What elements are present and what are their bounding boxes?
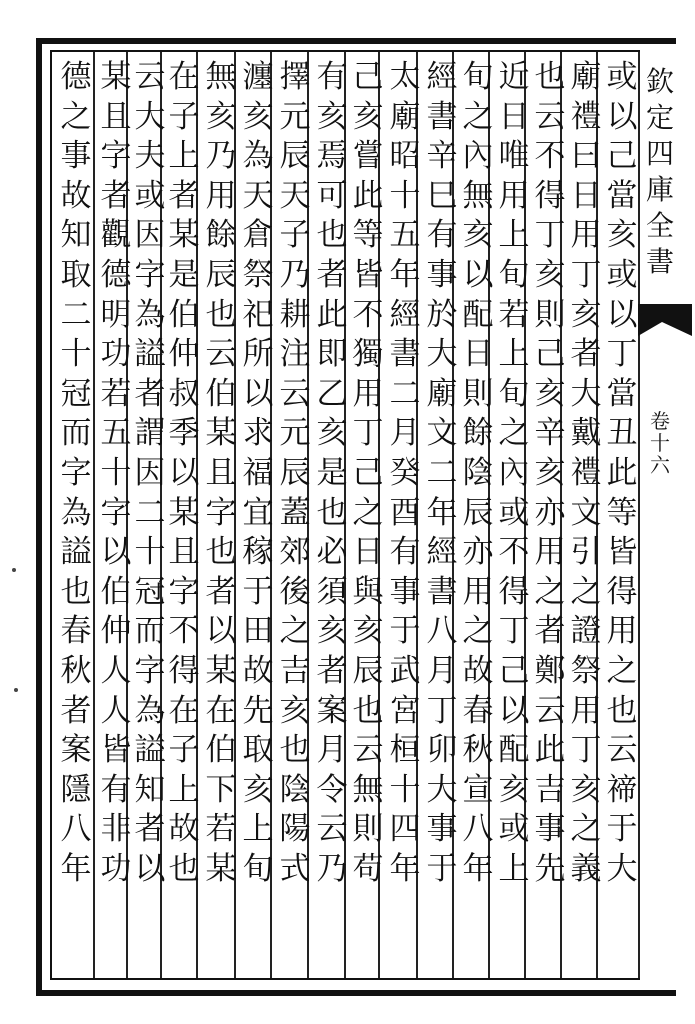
text-column: 云 大 夫 或 因 字 為 謚 者 謂 因 二 十 冠 而 字 為 謚 知 者 以 xyxy=(134,59,166,887)
speck xyxy=(12,568,16,572)
text-column: 經 書 辛 巳 有 事 於 大 廟 文 二 年 經 書 八 月 丁 卯 大 事 于 xyxy=(426,59,458,887)
text-column: 廟 禮 曰 日 用 丁 亥 者 大 戴 禮 文 引 之 證 祭 用 丁 亥 之 義 xyxy=(570,59,602,887)
text-column: 近 日 唯 用 上 旬 若 上 旬 之 內 或 不 得 丁 己 以 配 亥 或 上 xyxy=(498,59,530,887)
fishtail-mark-icon xyxy=(632,300,692,340)
text-column: 某 且 字 者 觀 德 明 功 若 五 十 字 以 伯 仲 人 人 皆 有 非 功 xyxy=(100,59,132,887)
volume-label: 卷 十 六 xyxy=(650,409,670,477)
speck xyxy=(14,688,18,692)
text-column: 或 以 己 當 亥 或 以 丁 當 丑 此 等 皆 得 用 之 也 云 禘 于 大 xyxy=(606,59,638,887)
text-column: 也 云 不 得 丁 亥 則 己 亥 辛 亥 亦 用 之 者 鄭 云 此 吉 事 先 xyxy=(534,59,566,887)
text-column: 己 亥 嘗 此 等 皆 不 獨 用 丁 己 之 日 與 亥 辰 也 云 無 則 苟 xyxy=(352,59,384,887)
text-column: 瀍 亥 為 天 倉 祭 祀 所 以 求 福 宜 稼 于 田 故 先 取 亥 上 旬 xyxy=(242,59,274,887)
text-column: 有 亥 焉 可 也 者 此 即 乙 亥 是 也 必 須 亥 者 案 月 令 云 乃 xyxy=(316,59,348,887)
text-column: 無 亥 乃 用 餘 辰 也 云 伯 某 且 字 也 者 以 某 在 伯 下 若 某 xyxy=(205,59,237,887)
text-column: 旬 之 內 無 亥 以 配 日 則 餘 陰 辰 亦 用 之 故 春 秋 宣 八 年 xyxy=(462,59,494,887)
text-column: 德 之 事 故 知 取 二 十 冠 而 字 為 謚 也 春 秋 者 案 隱 八 年 xyxy=(60,59,92,887)
text-column: 太 廟 昭 十 五 年 經 書 二 月 癸 酉 有 事 于 武 宮 桓 十 四 年 xyxy=(389,59,421,887)
text-column: 在 子 上 者 某 是 伯 仲 叔 季 以 某 且 字 不 得 在 子 上 故 也 xyxy=(168,59,200,887)
spine-title: 欽 定 四 庫 全 書 xyxy=(645,65,674,278)
text-column: 擇 元 辰 天 子 乃 耕 注 云 元 辰 蓋 郊 後 之 吉 亥 也 陰 陽 式 xyxy=(279,59,311,887)
